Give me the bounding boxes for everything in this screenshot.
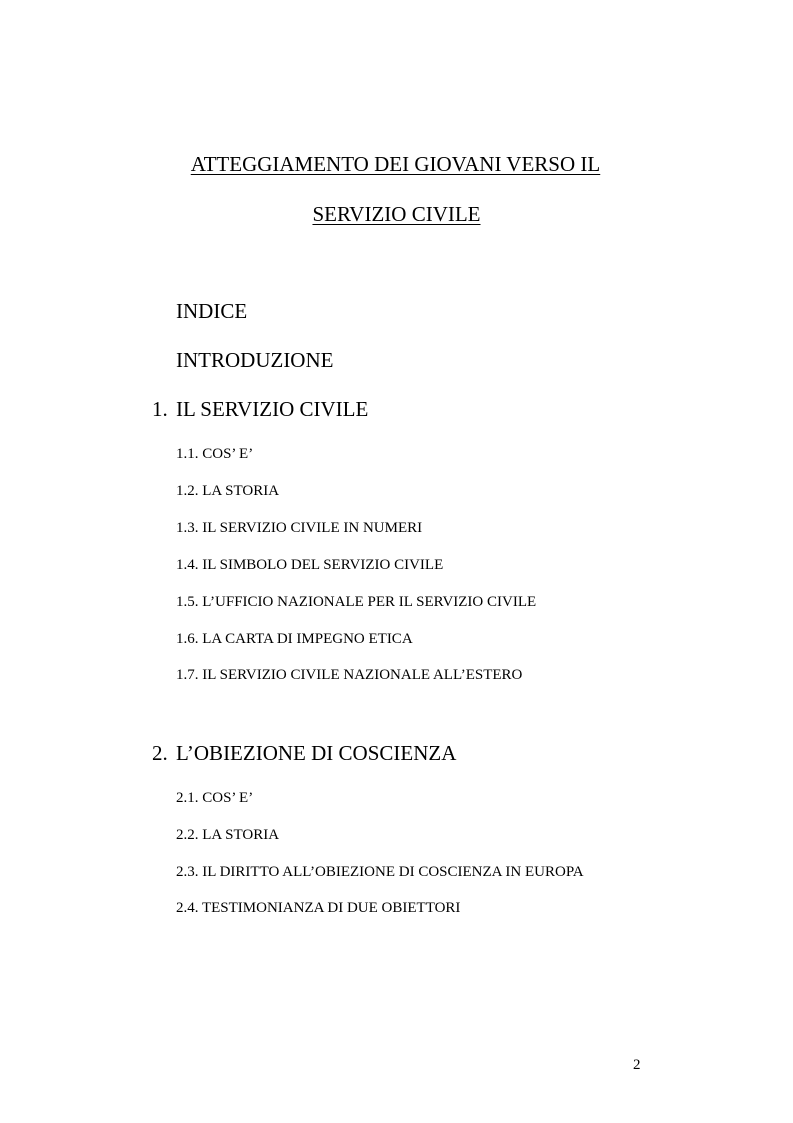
document-title-line-1: ATTEGGIAMENTO DEI GIOVANI VERSO IL bbox=[190, 152, 601, 176]
toc-section-1-2: 1.2. LA STORIA bbox=[176, 483, 280, 499]
toc-chapter-2 bbox=[152, 741, 456, 766]
document-title-line-2: SERVIZIO CIVILE bbox=[312, 202, 481, 226]
toc-section-2-1: 2.1. COS’ E’ bbox=[176, 790, 254, 806]
toc-chapter-title: IL SERVIZIO CIVILE bbox=[176, 397, 369, 421]
toc-section-1-3: 1.3. IL SERVIZIO CIVILE IN NUMERI bbox=[176, 520, 423, 536]
toc-chapter-number: 1. bbox=[152, 397, 168, 421]
toc-section-1-6: 1.6. LA CARTA DI IMPEGNO ETICA bbox=[176, 631, 413, 647]
toc-section-1-5: 1.5. L’UFFICIO NAZIONALE PER IL SERVIZIO CIVILE bbox=[176, 594, 537, 610]
toc-chapter-title: L’OBIEZIONE DI COSCIENZA bbox=[176, 741, 457, 765]
toc-section-2-4: 2.4. TESTIMONIANZA DI DUE OBIETTORI bbox=[176, 900, 461, 916]
toc-section-2-2: 2.2. LA STORIA bbox=[176, 827, 280, 843]
toc-chapter-1 bbox=[152, 397, 368, 422]
toc-section-1-1: 1.1. COS’ E’ bbox=[176, 446, 254, 462]
toc-section-1-4: 1.4. IL SIMBOLO DEL SERVIZIO CIVILE bbox=[176, 557, 444, 573]
toc-index-heading: INDICE bbox=[176, 299, 248, 323]
toc-chapter-number: 2. bbox=[152, 741, 168, 765]
toc-introduction-entry: INTRODUZIONE bbox=[176, 348, 334, 372]
toc-section-2-3: 2.3. IL DIRITTO ALL’OBIEZIONE DI COSCIENZA IN EUROPA bbox=[176, 864, 584, 880]
page-number: 2 bbox=[633, 1057, 641, 1073]
toc-section-1-7: 1.7. IL SERVIZIO CIVILE NAZIONALE ALL’ESTERO bbox=[176, 667, 523, 683]
